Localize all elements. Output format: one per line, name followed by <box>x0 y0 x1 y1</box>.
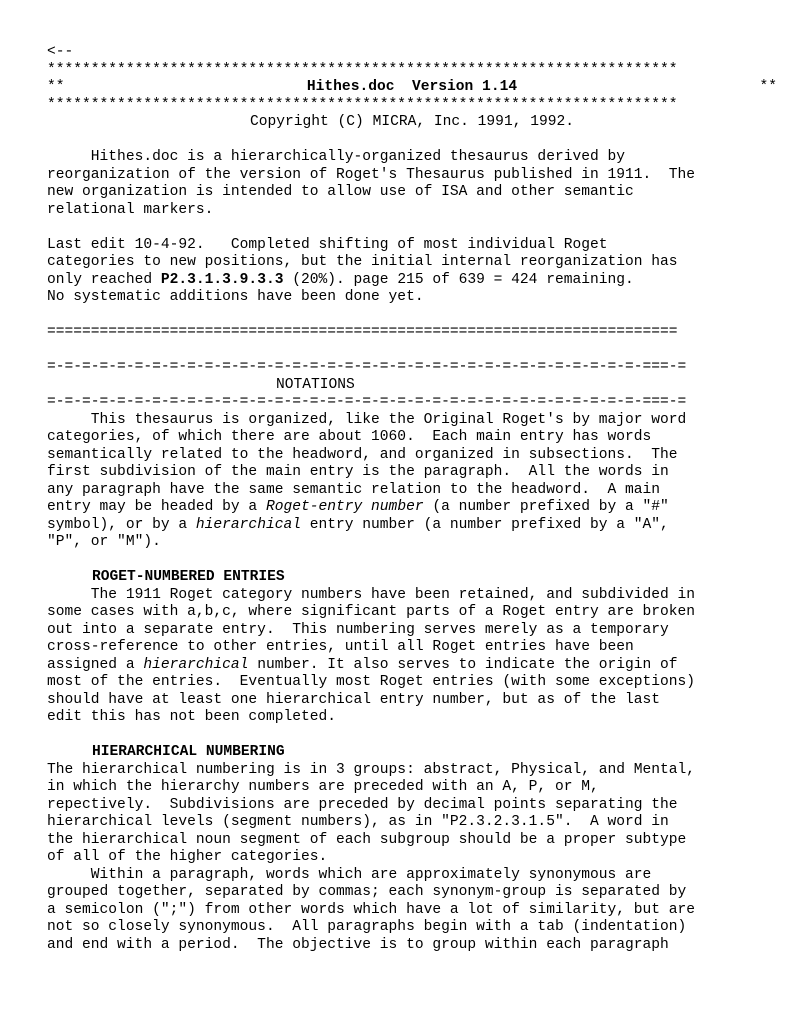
hier-line: not so closely synonymous. All paragraphs begin with a tab (indentation) <box>47 919 687 935</box>
last-edit-line <box>47 272 777 290</box>
hier-line: Within a paragraph, words which are approximately synonymous are <box>47 866 652 883</box>
last-edit-suffix: (20%). page 215 of 639 = 424 remaining. <box>283 271 634 288</box>
italic-term: hierarchical <box>143 656 249 673</box>
roget-paragraph <box>47 587 777 727</box>
text-segment: number. It also serves to indicate the origin of <box>248 656 678 673</box>
left-mark: ** <box>47 79 65 95</box>
comment-open: <-- <box>47 44 74 60</box>
last-edit-prefix: only reached <box>47 271 161 288</box>
copyright-line: Copyright (C) MICRA, Inc. 1991, 1992. <box>249 114 575 130</box>
notations-line <box>47 517 777 535</box>
section-heading-roget: ROGET-NUMBERED ENTRIES <box>92 569 285 585</box>
notations-paragraph <box>47 412 777 552</box>
intro-line: reorganization of the version of Roget's Thesaurus published in 1911. The <box>47 166 696 183</box>
last-edit-line: Last edit 10-4-92. Completed shifting of most individual Roget <box>47 236 608 253</box>
stars-line-top: ************************************************************************ <box>47 61 678 78</box>
roget-line: most of the entries. Eventually most Roget entries (with some exceptions) <box>47 674 696 690</box>
text-segment: symbol), or by a <box>47 516 196 533</box>
hier-line: a semicolon (";") from other words which have a lot of similarity, but are <box>47 901 696 918</box>
roget-line <box>47 657 777 675</box>
hier-line: in which the hierarchy numbers are preceded with an A, P, or M, <box>47 779 599 795</box>
roget-line: should have at least one hierarchical entry number, but as of the last <box>47 691 661 708</box>
last-edit-paragraph <box>47 237 777 307</box>
document-body <box>47 44 777 954</box>
text-segment: entry may be headed by a <box>47 499 266 515</box>
document-title: Hithes.doc Version 1.14 <box>306 79 518 95</box>
intro-line: relational markers. <box>47 201 214 218</box>
title-line <box>47 79 777 97</box>
intro-line: new organization is intended to allow use of ISA and other semantic <box>47 184 634 200</box>
roget-line: some cases with a,b,c, where significant parts of a Roget entry are broken <box>47 604 696 620</box>
hier-line: repectively. Subdivisions are preceded by decimal points separating the <box>47 796 678 813</box>
roget-line: edit this has not been completed. <box>47 709 337 725</box>
roget-line: out into a separate entry. This numbering serves merely as a temporary <box>47 621 669 638</box>
right-mark: ** <box>759 79 777 95</box>
roget-line: cross-reference to other entries, until all Roget entries have been <box>47 639 634 655</box>
text-segment: (a number prefixed by a "#" <box>423 499 669 515</box>
section-heading-hierarchical: HIERARCHICAL NUMBERING <box>92 744 285 760</box>
notations-line: This thesaurus is organized, like the Original Roget's by major word <box>47 411 687 428</box>
notations-title: NOTATIONS <box>276 376 355 393</box>
notations-line <box>47 499 777 517</box>
progress-marker: P2.3.1.3.9.3.3 <box>160 271 284 288</box>
intro-line: Hithes.doc is a hierarchically-organized thesaurus derived by <box>47 149 626 165</box>
hier-line: The hierarchical numbering is in 3 groups: abstract, Physical, and Mental, <box>47 761 696 778</box>
last-edit-line: categories to new positions, but the initial internal reorganization has <box>47 254 678 270</box>
notations-line: first subdivision of the main entry is the paragraph. All the words in <box>47 464 669 480</box>
text-segment: assigned a <box>47 656 144 673</box>
hier-line: grouped together, separated by commas; each synonym-group is separated by <box>47 884 687 900</box>
hier-line: hierarchical levels (segment numbers), as in "P2.3.2.3.1.5". A word in <box>47 814 669 830</box>
hier-line: the hierarchical noun segment of each subgroup should be a proper subtype <box>47 831 687 848</box>
stars-line-bottom: ************************************************************************ <box>47 96 678 113</box>
intro-paragraph <box>47 149 777 219</box>
roget-line: The 1911 Roget category numbers have been retained, and subdivided in <box>47 586 696 603</box>
double-separator: ======================================================================== <box>47 324 678 340</box>
hierarchical-paragraph <box>47 762 777 955</box>
last-edit-line: No systematic additions have been done yet. <box>47 289 424 305</box>
hier-line: and end with a period. The objective is to group within each paragraph <box>47 936 669 953</box>
hier-line: of all of the higher categories. <box>47 849 328 865</box>
text-segment: entry number (a number prefixed by a "A", <box>300 516 669 533</box>
notations-line: categories, of which there are about 1060. Each main entry has words <box>47 429 652 445</box>
notations-line: any paragraph have the same semantic relation to the headword. A main <box>47 481 661 498</box>
notations-line: "P", or "M"). <box>47 534 161 550</box>
dash-separator-top: =-=-=-=-=-=-=-=-=-=-=-=-=-=-=-=-=-=-=-=-=-=-=-=-=-=-=-=-=-=-=-=-=-=-===-= <box>47 359 687 375</box>
dash-separator-bottom: =-=-=-=-=-=-=-=-=-=-=-=-=-=-=-=-=-=-=-=-=-=-=-=-=-=-=-=-=-=-=-=-=-=-===-= <box>47 394 687 410</box>
notations-line: semantically related to the headword, and organized in subsections. The <box>47 446 678 463</box>
italic-term: hierarchical <box>195 516 301 533</box>
italic-term: Roget-entry number <box>265 499 424 515</box>
